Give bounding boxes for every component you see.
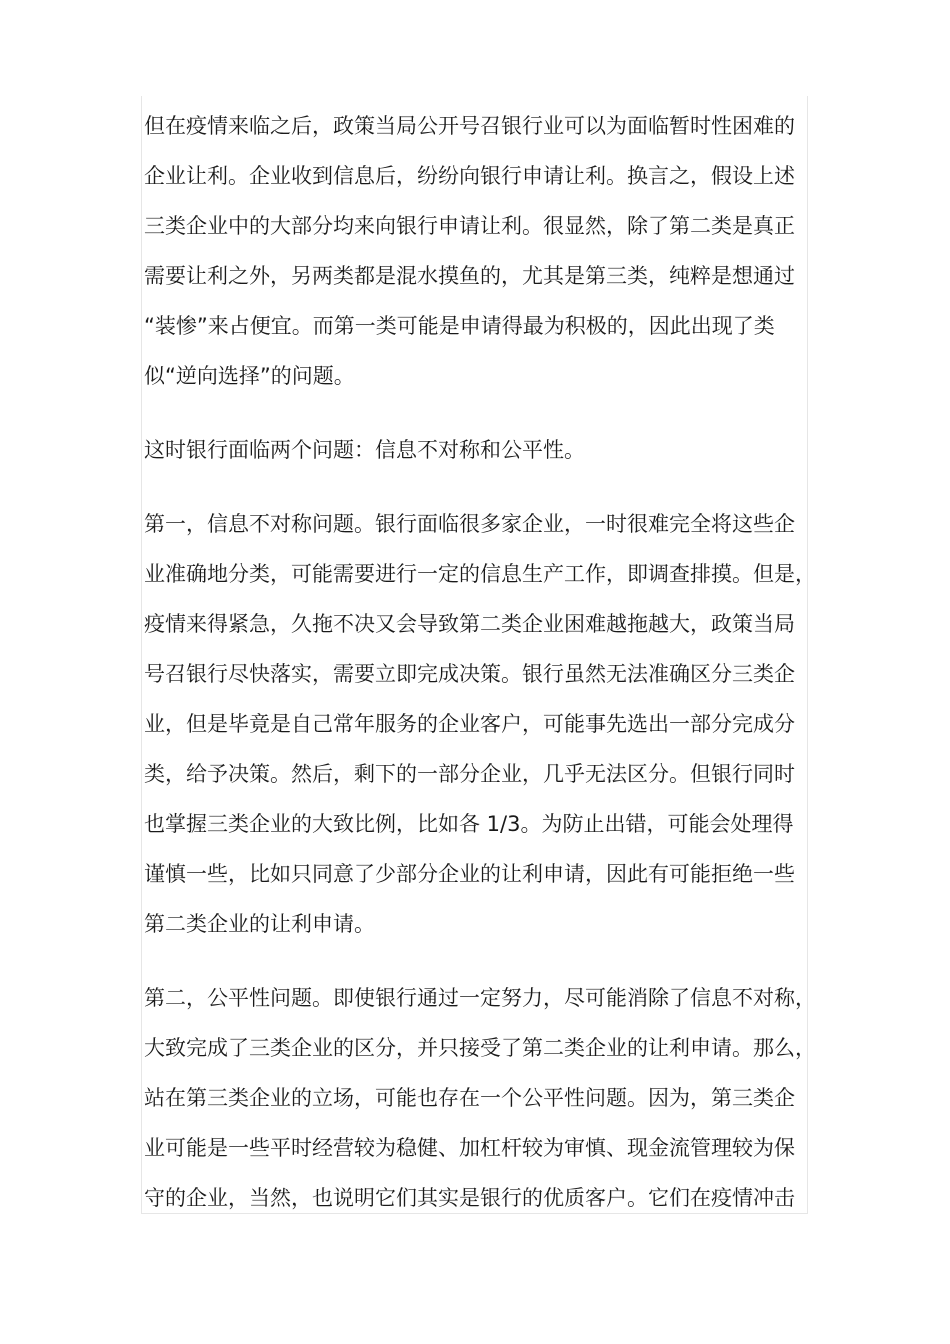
text-line: 业，但是毕竟是自己常年服务的企业客户，可能事先选出一部分完成分 — [144, 712, 795, 736]
text-line: 第二类企业的让利申请。 — [144, 912, 375, 936]
text-line: 也掌握三类企业的大致比例，比如各 1/3。为防止出错，可能会处理得 — [144, 812, 794, 836]
text-line: 谨慎一些，比如只同意了少部分企业的让利申请，因此有可能拒绝一些 — [144, 862, 795, 886]
text-line: 三类企业中的大部分均来向银行申请让利。很显然，除了第二类是真正 — [144, 214, 795, 238]
text-line: 疫情来得紧急，久拖不决又会导致第二类企业困难越拖越大，政策当局 — [144, 612, 795, 636]
text-line: 业可能是一些平时经营较为稳健、加杠杆较为审慎、现金流管理较为保 — [144, 1136, 795, 1160]
text-line: 这时银行面临两个问题：信息不对称和公平性。 — [144, 438, 585, 462]
paragraph — [144, 101, 816, 401]
text-line: 大致完成了三类企业的区分，并只接受了第二类企业的让利申请。那么， — [144, 1036, 816, 1060]
paragraph — [144, 973, 816, 1223]
text-line: 企业让利。企业收到信息后，纷纷向银行申请让利。换言之，假设上述 — [144, 164, 795, 188]
paragraph-gap — [144, 949, 816, 973]
text-line: 似“逆向选择”的问题。 — [144, 364, 355, 388]
paragraph — [144, 425, 816, 475]
text-line: 第二，公平性问题。即使银行通过一定努力，尽可能消除了信息不对称， — [144, 986, 816, 1010]
text-line: 业准确地分类，可能需要进行一定的信息生产工作，即调查排摸。但是， — [144, 562, 816, 586]
text-line: 守的企业，当然，也说明它们其实是银行的优质客户。它们在疫情冲击 — [144, 1186, 795, 1210]
text-line: 需要让利之外，另两类都是混水摸鱼的，尤其是第三类，纯粹是想通过 — [144, 264, 795, 288]
paragraph-gap — [144, 401, 816, 425]
text-line: 第一，信息不对称问题。银行面临很多家企业，一时很难完全将这些企 — [144, 512, 795, 536]
text-line: 但在疫情来临之后，政策当局公开号召银行业可以为面临暂时性困难的 — [144, 114, 795, 138]
paragraph — [144, 499, 816, 949]
document-body — [144, 101, 816, 1223]
text-line: “装惨”来占便宜。而第一类可能是申请得最为积极的，因此出现了类 — [144, 314, 775, 338]
paragraph-gap — [144, 475, 816, 499]
text-line: 站在第三类企业的立场，可能也存在一个公平性问题。因为，第三类企 — [144, 1086, 795, 1110]
text-line: 类，给予决策。然后，剩下的一部分企业，几乎无法区分。但银行同时 — [144, 762, 795, 786]
text-line: 号召银行尽快落实，需要立即完成决策。银行虽然无法准确区分三类企 — [144, 662, 795, 686]
